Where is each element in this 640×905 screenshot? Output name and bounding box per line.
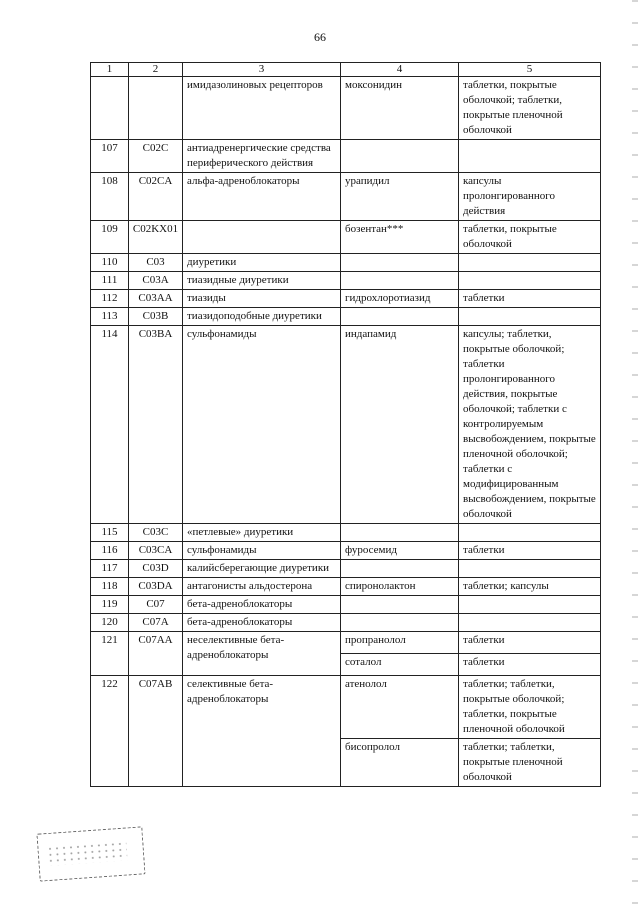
page-number: 66 [314, 30, 326, 44]
dosage-form [459, 272, 601, 290]
atc-code: C07 [129, 596, 183, 614]
row-number: 112 [91, 290, 129, 308]
drug-name [341, 308, 459, 326]
dosage-form: таблетки; таблетки, покрытые пленочной оболочкой [459, 739, 601, 787]
header-col-2: 2 [129, 63, 183, 77]
row-number: 116 [91, 542, 129, 560]
atc-code: C03B [129, 308, 183, 326]
group-name: «петлевые» диуретики [183, 524, 341, 542]
dosage-form [459, 140, 601, 173]
atc-code: C07AB [129, 676, 183, 787]
row-number [91, 77, 129, 140]
dosage-form: капсулы пролонгированного действия [459, 173, 601, 221]
atc-code: C02KX01 [129, 221, 183, 254]
dosage-form: таблетки [459, 654, 601, 676]
drug-name [341, 614, 459, 632]
atc-code: C02C [129, 140, 183, 173]
stamp-mark [36, 826, 145, 881]
atc-code: C03A [129, 272, 183, 290]
stamp-texture [46, 841, 127, 867]
table-row [91, 77, 601, 140]
atc-code: C07AA [129, 632, 183, 676]
group-name: имидазолиновых рецепторов [183, 77, 341, 140]
table-row [91, 560, 601, 578]
atc-code: C03BA [129, 326, 183, 524]
drug-name [341, 272, 459, 290]
drug-name: моксонидин [341, 77, 459, 140]
table-row [91, 542, 601, 560]
table-header-row [91, 63, 601, 77]
dosage-form: таблетки; капсулы [459, 578, 601, 596]
drug-list-table [90, 62, 601, 787]
header-col-1: 1 [91, 63, 129, 77]
atc-code: C03CA [129, 542, 183, 560]
row-number: 113 [91, 308, 129, 326]
atc-code: C03DA [129, 578, 183, 596]
table-row [91, 632, 601, 654]
drug-name: атенолол [341, 676, 459, 739]
table-row [91, 524, 601, 542]
header-col-3: 3 [183, 63, 341, 77]
drug-name: соталол [341, 654, 459, 676]
table-row [91, 221, 601, 254]
dosage-form: таблетки, покрытые оболочкой [459, 221, 601, 254]
group-name: сульфонамиды [183, 326, 341, 524]
drug-name: гидрохлоротиазид [341, 290, 459, 308]
group-name: сульфонамиды [183, 542, 341, 560]
group-name: бета-адреноблокаторы [183, 614, 341, 632]
group-name: антагонисты альдостерона [183, 578, 341, 596]
atc-code: C03C [129, 524, 183, 542]
drug-name [341, 596, 459, 614]
atc-code: C07A [129, 614, 183, 632]
drug-name: урапидил [341, 173, 459, 221]
dosage-form [459, 308, 601, 326]
dosage-form: таблетки; таблетки, покрытые оболочкой; таблетки, покрытые пленочной оболочкой [459, 676, 601, 739]
group-name [183, 221, 341, 254]
group-name: альфа-адреноблокаторы [183, 173, 341, 221]
drug-name: спиронолактон [341, 578, 459, 596]
dosage-form: таблетки [459, 632, 601, 654]
table-row [91, 254, 601, 272]
table-row [91, 676, 601, 739]
drug-name [341, 524, 459, 542]
drug-name: бисопролол [341, 739, 459, 787]
row-number: 107 [91, 140, 129, 173]
group-name: бета-адреноблокаторы [183, 596, 341, 614]
group-name: тиазиды [183, 290, 341, 308]
atc-code [129, 77, 183, 140]
row-number: 114 [91, 326, 129, 524]
atc-code: C03 [129, 254, 183, 272]
dosage-form [459, 254, 601, 272]
row-number: 110 [91, 254, 129, 272]
group-name: антиадренергические средства периферического действия [183, 140, 341, 173]
atc-code: C03AA [129, 290, 183, 308]
dosage-form: таблетки, покрытые оболочкой; таблетки, покрытые пленочной оболочкой [459, 77, 601, 140]
table-row [91, 326, 601, 524]
row-number: 120 [91, 614, 129, 632]
drug-name: фуросемид [341, 542, 459, 560]
row-number: 119 [91, 596, 129, 614]
group-name: неселективные бета-адреноблокаторы [183, 632, 341, 676]
table-row [91, 578, 601, 596]
dosage-form: таблетки [459, 290, 601, 308]
group-name: тиазидоподобные диуретики [183, 308, 341, 326]
row-number: 115 [91, 524, 129, 542]
drug-name [341, 140, 459, 173]
group-name: калийсберегающие диуретики [183, 560, 341, 578]
table-row [91, 596, 601, 614]
row-number: 122 [91, 676, 129, 787]
dosage-form [459, 614, 601, 632]
drug-name: индапамид [341, 326, 459, 524]
row-number: 109 [91, 221, 129, 254]
drug-name: бозентан*** [341, 221, 459, 254]
atc-code: C03D [129, 560, 183, 578]
row-number: 108 [91, 173, 129, 221]
table-row [91, 173, 601, 221]
drug-name [341, 560, 459, 578]
group-name: диуретики [183, 254, 341, 272]
header-col-5: 5 [459, 63, 601, 77]
table-row [91, 308, 601, 326]
table-row [91, 272, 601, 290]
row-number: 118 [91, 578, 129, 596]
row-number: 121 [91, 632, 129, 676]
drug-name [341, 254, 459, 272]
table-row [91, 140, 601, 173]
group-name: тиазидные диуретики [183, 272, 341, 290]
row-number: 111 [91, 272, 129, 290]
scan-edge-marks [632, 0, 638, 905]
dosage-form [459, 596, 601, 614]
dosage-form: таблетки [459, 542, 601, 560]
drug-name: пропранолол [341, 632, 459, 654]
row-number: 117 [91, 560, 129, 578]
dosage-form [459, 560, 601, 578]
header-col-4: 4 [341, 63, 459, 77]
dosage-form: капсулы; таблетки, покрытые оболочкой; таблетки пролонгированного действия, покрытые оболочкой; таблетки с контролируемым высвобождением, покрытые пленочной оболочкой; таблетки с модифицированным высвобождением, покрытые оболочкой [459, 326, 601, 524]
atc-code: C02CA [129, 173, 183, 221]
table-row [91, 614, 601, 632]
table-row [91, 290, 601, 308]
group-name: селективные бета-адреноблокаторы [183, 676, 341, 787]
dosage-form [459, 524, 601, 542]
